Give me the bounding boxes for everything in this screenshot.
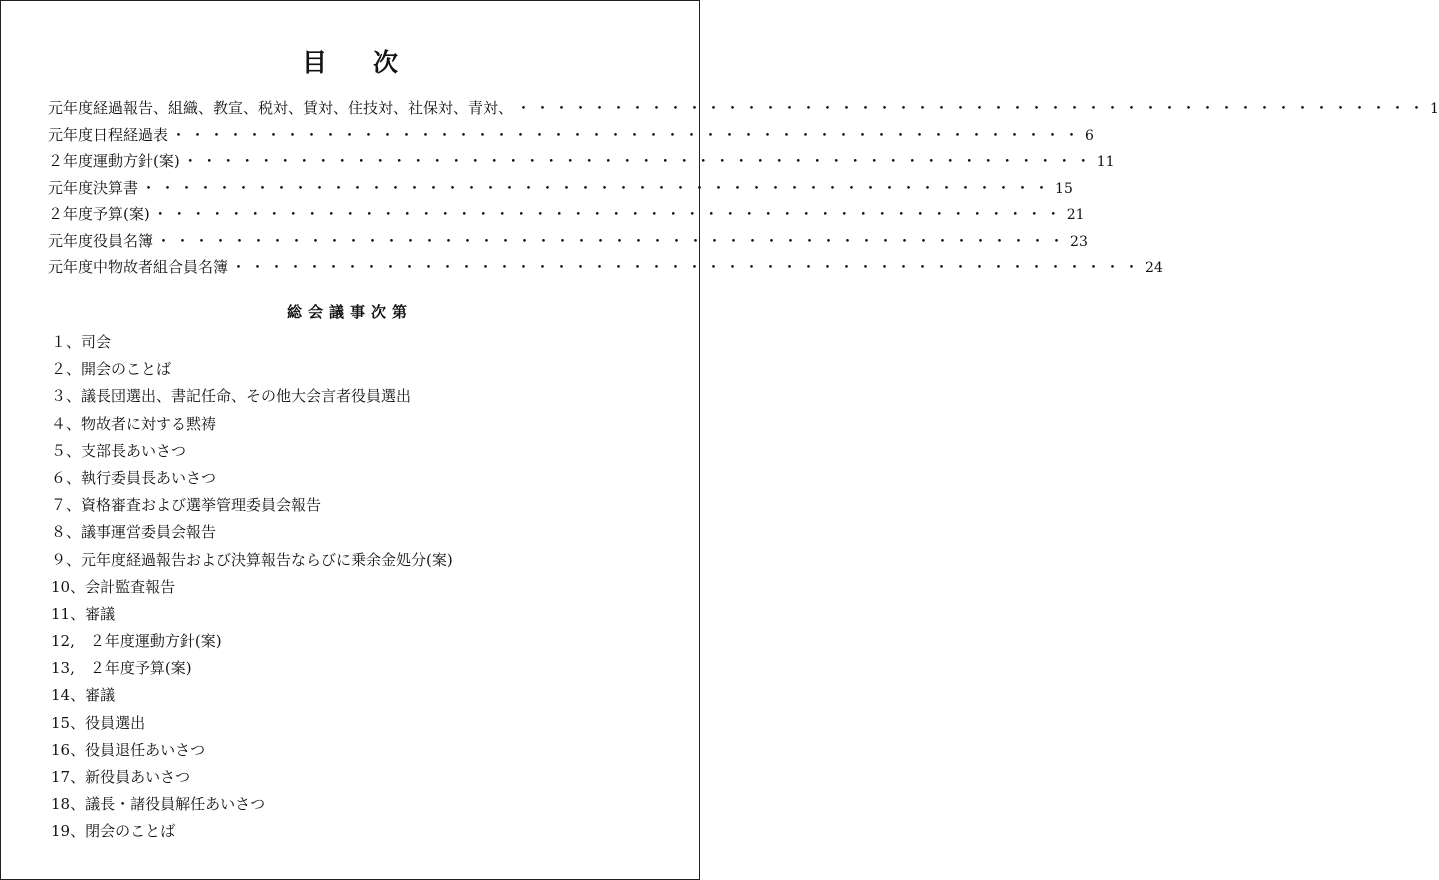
agenda-item: 12, ２年度運動方針(案)	[51, 632, 222, 651]
agenda-item: 11、審議	[51, 604, 116, 623]
toc-entry-title: 元年度中物故者組合員名簿	[48, 258, 229, 276]
toc-leader-dots: ・・・・・・・・・・・・・・・・・・・・・・・・・・・・・・・・・・・・・・・・・・・・・・・・	[152, 205, 1065, 223]
agenda-list	[51, 329, 651, 846]
agenda-item: ６、執行委員長あいさつ	[51, 468, 217, 487]
toc-leader-dots: ・・・・・・・・・・・・・・・・・・・・・・・・・・・・・・・・・・・・・・・・・・・・・・・・	[516, 99, 1429, 117]
toc-leader-dots: ・・・・・・・・・・・・・・・・・・・・・・・・・・・・・・・・・・・・・・・・・・・・・・・・	[156, 231, 1069, 250]
agenda-item: 19、閉会のことば	[51, 822, 176, 841]
toc-entry-title: 元年度経過報告、組織、教宣、税対、賃対、住技対、社保対、青対、	[48, 99, 514, 117]
table-of-contents	[48, 97, 1439, 283]
toc-entry-title: ２年度運動方針(案)	[48, 152, 180, 170]
agenda-item: 16、役員退任あいさつ	[51, 740, 206, 759]
agenda-item: ２、開会のことば	[51, 360, 172, 379]
page-title-char-2: 次	[373, 48, 399, 77]
toc-entry-page: 24	[1145, 260, 1163, 276]
agenda-heading: 総会議事次第	[286, 303, 413, 321]
agenda-item: １、司会	[51, 333, 112, 351]
agenda-item: 18、議長・諸役員解任あいさつ	[51, 795, 266, 814]
toc-leader-dots: ・・・・・・・・・・・・・・・・・・・・・・・・・・・・・・・・・・・・・・・・・・・・・・・・	[182, 152, 1095, 170]
toc-entry-title: 元年度役員名簿	[48, 231, 154, 250]
agenda-item: ４、物故者に対する黙祷	[51, 414, 217, 433]
toc-entry-title: ２年度予算(案)	[48, 205, 150, 223]
toc-entry-title: 元年度日程経過表	[48, 125, 169, 144]
toc-entry	[48, 256, 1163, 283]
toc-entry-page: 11	[1096, 154, 1115, 170]
toc-entry-title: 元年度決算書	[48, 178, 139, 197]
toc-leader-dots: ・・・・・・・・・・・・・・・・・・・・・・・・・・・・・・・・・・・・・・・・・・・・・・・・	[171, 125, 1084, 144]
toc-leader-dots: ・・・・・・・・・・・・・・・・・・・・・・・・・・・・・・・・・・・・・・・・・・・・・・・・	[141, 178, 1054, 197]
agenda-item: 14、審議	[51, 686, 116, 705]
toc-entry-page: 15	[1055, 180, 1073, 197]
page-title-char-1: 目	[301, 48, 327, 77]
agenda-item: ８、議事運営委員会報告	[51, 523, 217, 542]
toc-entry-page: 23	[1070, 233, 1088, 250]
toc-entry	[48, 124, 1094, 151]
agenda-item: ５、支部長あいさつ	[51, 441, 187, 460]
toc-entry	[48, 203, 1085, 230]
toc-leader-dots: ・・・・・・・・・・・・・・・・・・・・・・・・・・・・・・・・・・・・・・・・・・・・・・・・	[231, 258, 1144, 276]
toc-entry	[48, 150, 1115, 177]
agenda-item: 13, ２年度予算(案)	[51, 659, 192, 678]
agenda-item: ３、議長団選出、書記任命、その他大会言者役員選出	[51, 387, 412, 406]
agenda-item: ９、元年度経過報告および決算報告ならびに乗余金処分(案)	[51, 550, 453, 569]
toc-entry-page: 1	[1430, 101, 1439, 117]
page-title	[1, 43, 699, 79]
agenda-item: 10、会計監査報告	[51, 577, 176, 596]
toc-entry-page: 6	[1085, 127, 1094, 144]
toc-entry-page: 21	[1066, 207, 1085, 223]
toc-entry	[48, 97, 1439, 124]
agenda-item: 17、新役員あいさつ	[51, 768, 191, 786]
toc-entry	[48, 230, 1088, 257]
toc-entry	[48, 177, 1073, 204]
agenda-item: ７、資格審査および選挙管理委員会報告	[51, 496, 322, 515]
agenda-item: 15、役員選出	[51, 713, 146, 732]
